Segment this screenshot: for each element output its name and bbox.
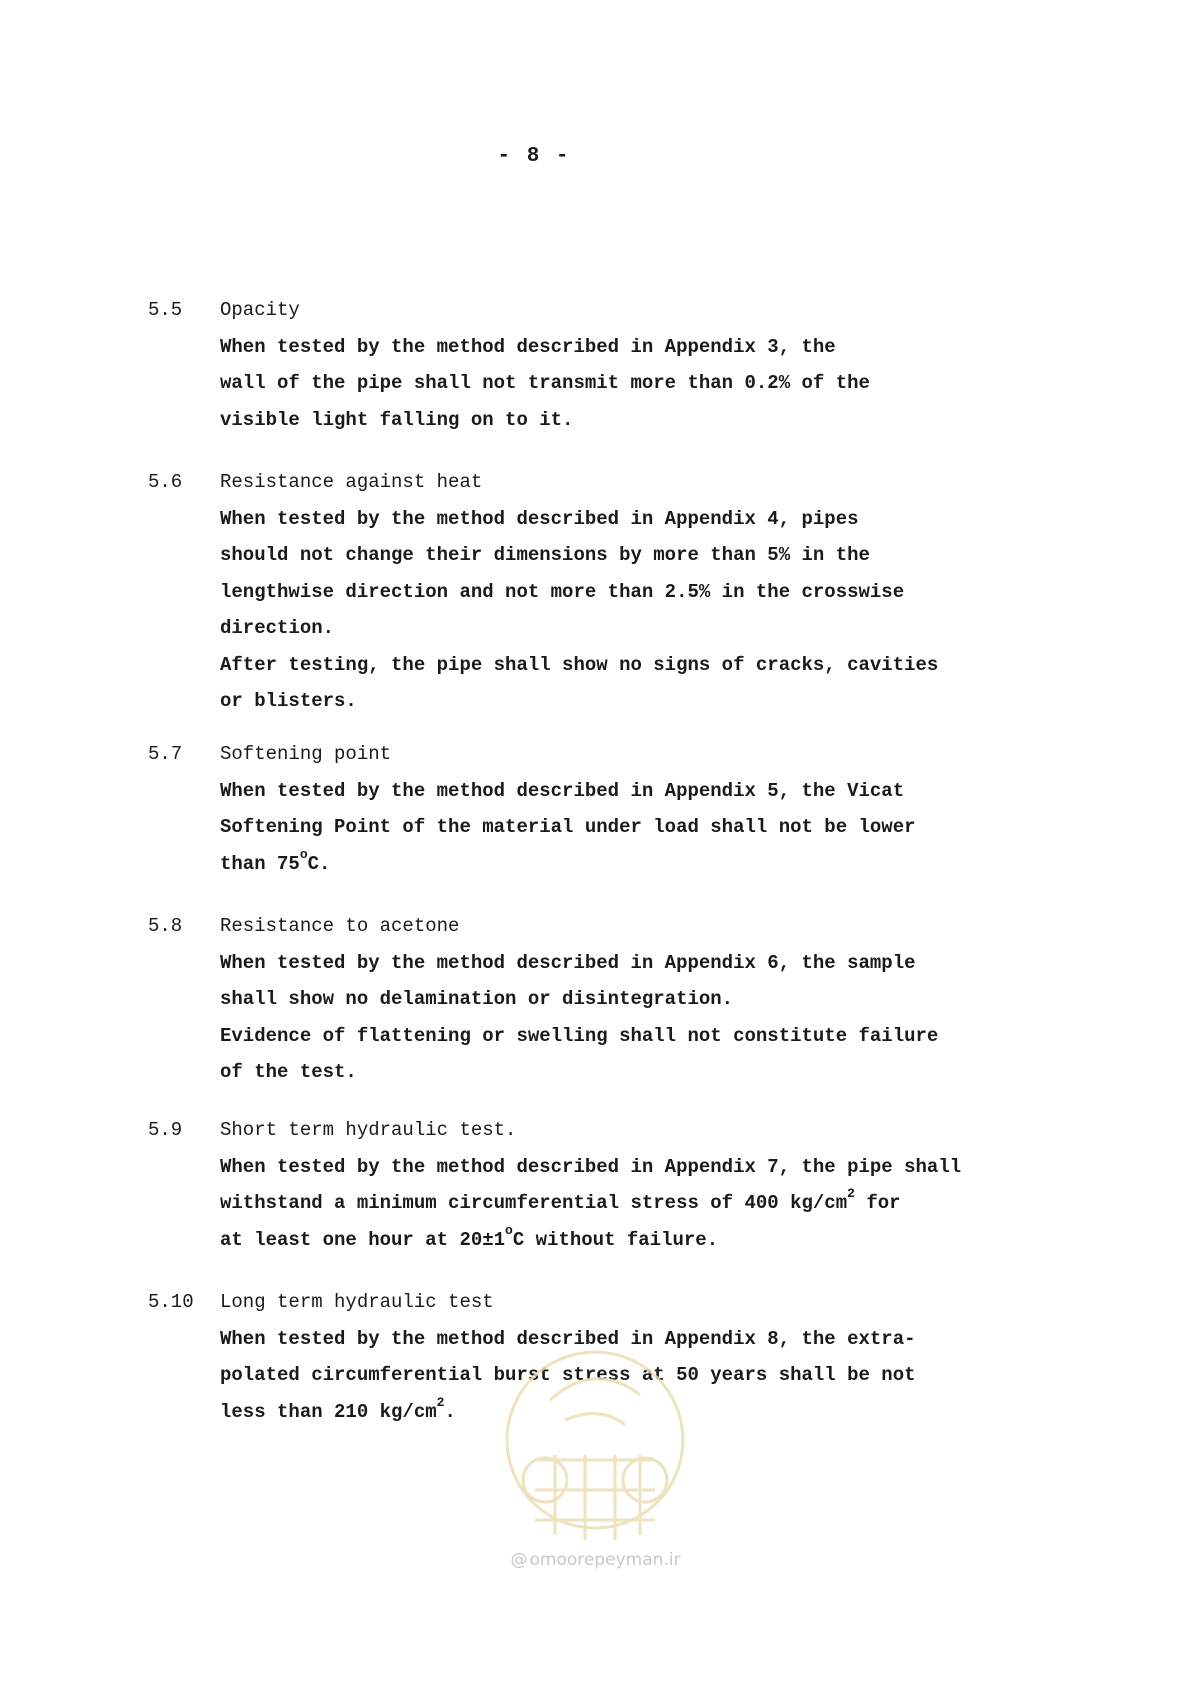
- text-fragment: .: [444, 1400, 456, 1423]
- section-number: 5.6: [148, 471, 183, 493]
- section-number: 5.9: [148, 1119, 183, 1141]
- text-fragment: withstand a minimum circumferential stress of 400 kg/cm: [220, 1192, 848, 1214]
- omoorepeyman-seal-logo: [475, 1330, 715, 1570]
- text-line: When tested by the method described in Appendix 4, pipes: [220, 507, 859, 530]
- section-body: [220, 736, 1040, 882]
- text-line: When tested by the method described in Appendix 7, the pipe shall: [220, 1155, 962, 1178]
- section-number: 5.8: [148, 915, 183, 937]
- text-line: When tested by the method described in Appendix 8, the extra-: [220, 1327, 916, 1350]
- section-title: Softening point: [220, 743, 392, 765]
- text-line: of the test.: [220, 1061, 357, 1083]
- text-fragment: C.: [307, 852, 331, 875]
- text-line: direction.: [220, 617, 335, 639]
- degree-superscript: o: [505, 1222, 513, 1238]
- section-body: [220, 1112, 1040, 1258]
- degree-superscript: o: [299, 846, 308, 862]
- text-fragment: for: [854, 1192, 901, 1214]
- text-line: Evidence of flattening or swelling shall not constitute failure: [220, 1024, 939, 1047]
- text-line: or blisters.: [220, 690, 357, 712]
- section-body: [220, 292, 1040, 438]
- text-line: [220, 846, 1040, 883]
- text-line: When tested by the method described in Appendix 3, the: [220, 335, 836, 358]
- section-title: Resistance against heat: [220, 471, 483, 493]
- section-title: Resistance to acetone: [220, 915, 460, 937]
- section-body: [220, 908, 1040, 1091]
- at-icon: @: [510, 1550, 528, 1570]
- section-title: Long term hydraulic test: [220, 1291, 494, 1313]
- text-line: visible light falling on to it.: [220, 408, 574, 431]
- text-fragment: less than 210 kg/cm: [220, 1400, 437, 1423]
- square-superscript: 2: [847, 1186, 855, 1201]
- section-number: 5.7: [148, 743, 183, 765]
- text-line: [220, 1185, 1040, 1222]
- section-number: 5.10: [148, 1291, 194, 1313]
- text-line: Softening Point of the material under load shall not be lower: [220, 816, 916, 838]
- text-line: should not change their dimensions by more than 5% in the: [220, 544, 870, 566]
- text-line: [220, 1222, 1040, 1259]
- section-title: Short term hydraulic test.: [220, 1119, 517, 1141]
- text-line: After testing, the pipe shall show no signs of cracks, cavities: [220, 653, 939, 676]
- section-title: Opacity: [220, 299, 300, 321]
- text-line: shall show no delamination or disintegration.: [220, 988, 734, 1010]
- text-line: wall of the pipe shall not transmit more than 0.2% of the: [220, 372, 870, 394]
- text-line: polated circumferential burst stress at 50 years shall be not: [220, 1364, 916, 1386]
- section-body: [220, 464, 1040, 720]
- square-superscript: 2: [436, 1394, 445, 1410]
- section-number: 5.5: [148, 299, 183, 321]
- text-line: lengthwise direction and not more than 2.5% in the crosswise: [220, 580, 905, 603]
- text-line: When tested by the method described in Appendix 6, the sample: [220, 951, 916, 974]
- watermark-domain: omoorepeyman.ir: [529, 1550, 681, 1570]
- text-line: When tested by the method described in Appendix 5, the Vicat: [220, 779, 905, 802]
- text-fragment: at least one hour at 20±1: [220, 1228, 506, 1251]
- watermark-text: [0, 1550, 1191, 1570]
- text-fragment: C without failure.: [512, 1228, 719, 1251]
- page-number: - 8 -: [497, 145, 571, 168]
- text-fragment: than 75: [220, 852, 300, 875]
